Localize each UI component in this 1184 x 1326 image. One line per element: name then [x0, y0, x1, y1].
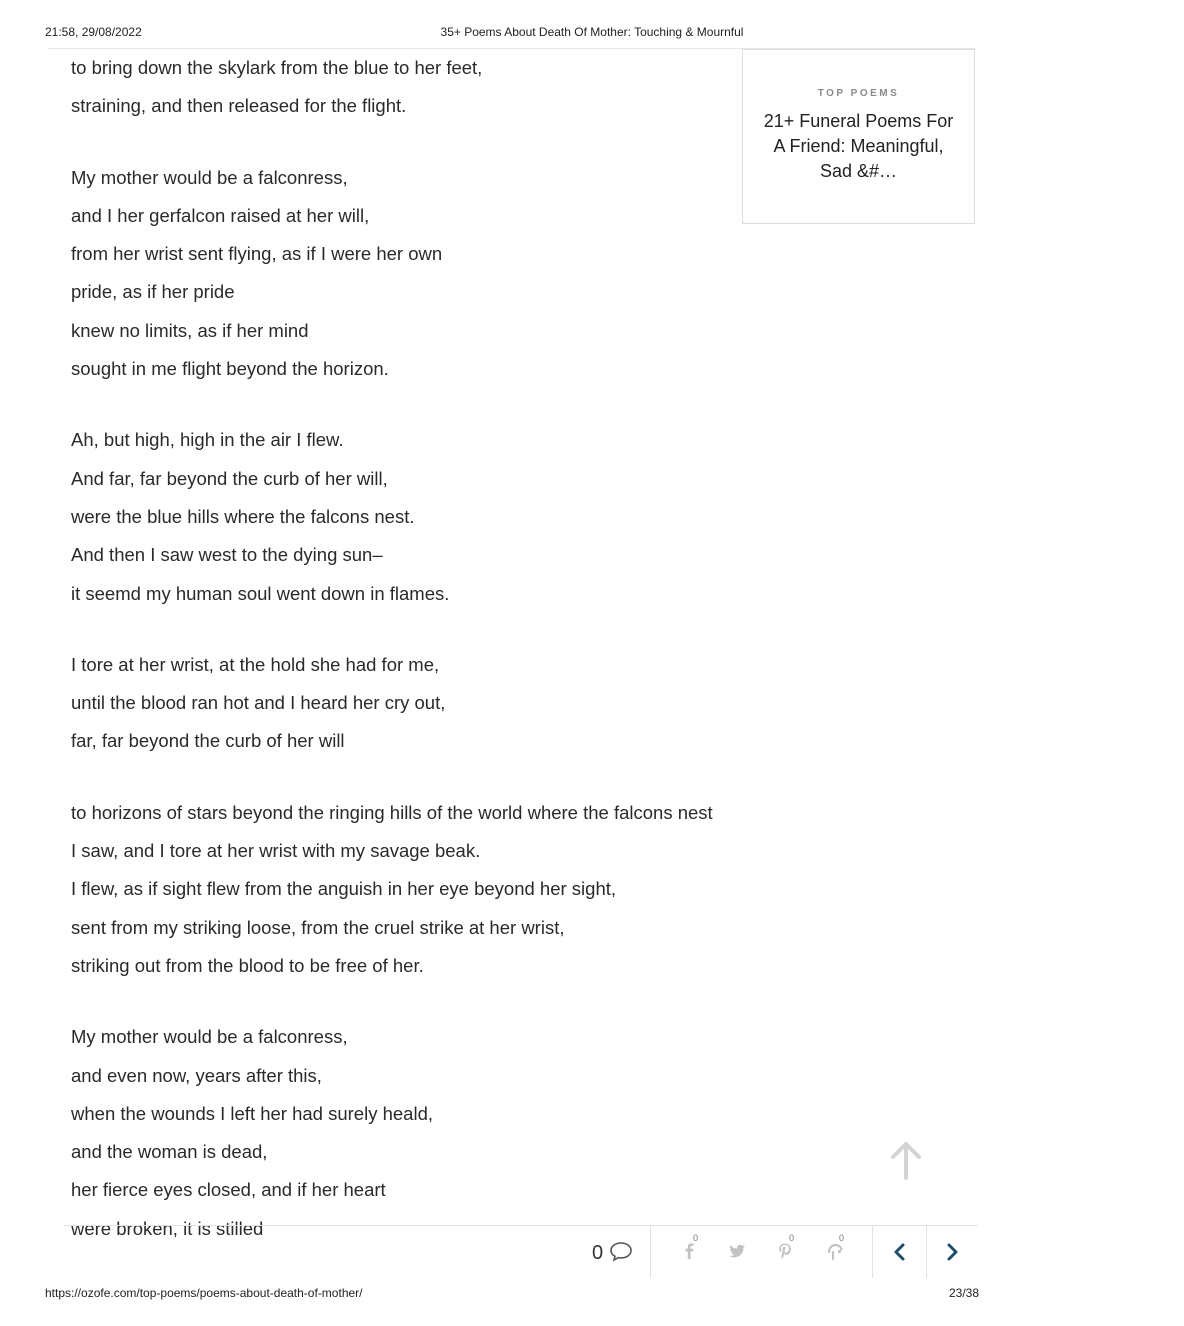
poem-body: [71, 56, 831, 1239]
poem-line: knew no limits, as if her mind: [71, 319, 309, 341]
poem-line: pride, as if her pride: [71, 281, 235, 303]
poem-line: sent from my striking loose, from the cruel strike at her wrist,: [71, 916, 565, 938]
facebook-count: 0: [693, 1233, 699, 1243]
nav-divider: [872, 1226, 873, 1278]
facebook-share-button[interactable]: [678, 1233, 700, 1262]
poem-line: And then I saw west to the dying sun–: [71, 544, 383, 566]
poem-line: until the blood ran hot and I heard her cry out,: [71, 692, 446, 714]
nav-divider: [926, 1226, 927, 1278]
chevron-right-icon: [938, 1238, 966, 1266]
print-timestamp: 21:58, 29/08/2022: [45, 25, 142, 39]
top-poems-widget: [742, 49, 975, 224]
poem-line: were the blue hills where the falcons nest.: [71, 505, 415, 527]
poem-line: striking out from the blood to be free of her.: [71, 954, 424, 976]
share-divider: [650, 1226, 651, 1278]
poem-line: I tore at her wrist, at the hold she had for me,: [71, 653, 440, 675]
poem-line: from her wrist sent flying, as if I were her own: [71, 243, 443, 265]
poem-line: My mother would be a falconress,: [71, 1026, 348, 1048]
poem-line: I flew, as if sight flew from the anguish in her eye beyond her sight,: [71, 878, 617, 900]
print-page-title: 35+ Poems About Death Of Mother: Touching & Mournful: [440, 25, 744, 39]
poem-line: And far, far beyond the curb of her will,: [71, 467, 388, 489]
poem-line: to horizons of stars beyond the ringing hills of the world where the falcons nest: [71, 801, 713, 823]
poem-line: it seemd my human soul went down in flames.: [71, 582, 450, 604]
poem-line-cut-off: were broken, it is stilled: [71, 1217, 264, 1239]
twitter-icon: [726, 1240, 748, 1262]
stanza-gap: [71, 992, 831, 1025]
poem-line: her fierce eyes closed, and if her heart: [71, 1179, 386, 1201]
next-page-button[interactable]: [938, 1238, 966, 1266]
reddit-icon: [824, 1240, 846, 1262]
print-header: [0, 25, 1024, 41]
poem-line: to bring down the skylark from the blue to her feet,: [71, 57, 483, 78]
stanza-gap: [71, 620, 831, 653]
stanza-gap: [71, 395, 831, 428]
poem-line: straining, and then released for the flight.: [71, 95, 407, 117]
scroll-to-top-button[interactable]: [886, 1138, 926, 1182]
pinterest-count: 0: [789, 1233, 795, 1243]
previous-page-button[interactable]: [886, 1238, 914, 1266]
print-page-number: 23/38: [948, 1286, 979, 1300]
share-bar: [64, 1225, 978, 1278]
poem-line: when the wounds I left her had surely heald,: [71, 1102, 434, 1124]
poem-line: I saw, and I tore at her wrist with my savage beak.: [71, 840, 481, 862]
print-url: https://ozofe.com/top-poems/poems-about-death-of-mother/: [45, 1286, 363, 1300]
poem-line: Ah, but high, high in the air I flew.: [71, 429, 344, 451]
top-poems-label: TOP POEMS: [817, 88, 900, 99]
twitter-share-button[interactable]: [726, 1240, 748, 1262]
poem-line: My mother would be a falconress,: [71, 166, 348, 188]
chevron-left-icon: [886, 1238, 914, 1266]
arrow-up-icon: [886, 1138, 926, 1182]
poem-line: and even now, years after this,: [71, 1064, 322, 1086]
poem-line: and the woman is dead,: [71, 1141, 268, 1163]
print-footer: [0, 1286, 1024, 1302]
stanza-gap: [71, 133, 831, 166]
top-poem-link[interactable]: 21+ Funeral Poems For A Friend: Meaningful, Sad &#…: [763, 111, 954, 181]
pinterest-share-button[interactable]: [774, 1233, 796, 1262]
reddit-count: 0: [839, 1233, 845, 1243]
stanza-gap: [71, 768, 831, 801]
poem-line: far, far beyond the curb of her will: [71, 730, 345, 752]
reddit-share-button[interactable]: [824, 1233, 846, 1262]
poem-line: sought in me flight beyond the horizon.: [71, 358, 389, 380]
pinterest-icon: [774, 1240, 796, 1262]
comment-count: 0: [592, 1242, 604, 1264]
poem-line: and I her gerfalcon raised at her will,: [71, 204, 370, 226]
comment-bubble-icon: [609, 1240, 633, 1262]
facebook-icon: [678, 1240, 700, 1262]
